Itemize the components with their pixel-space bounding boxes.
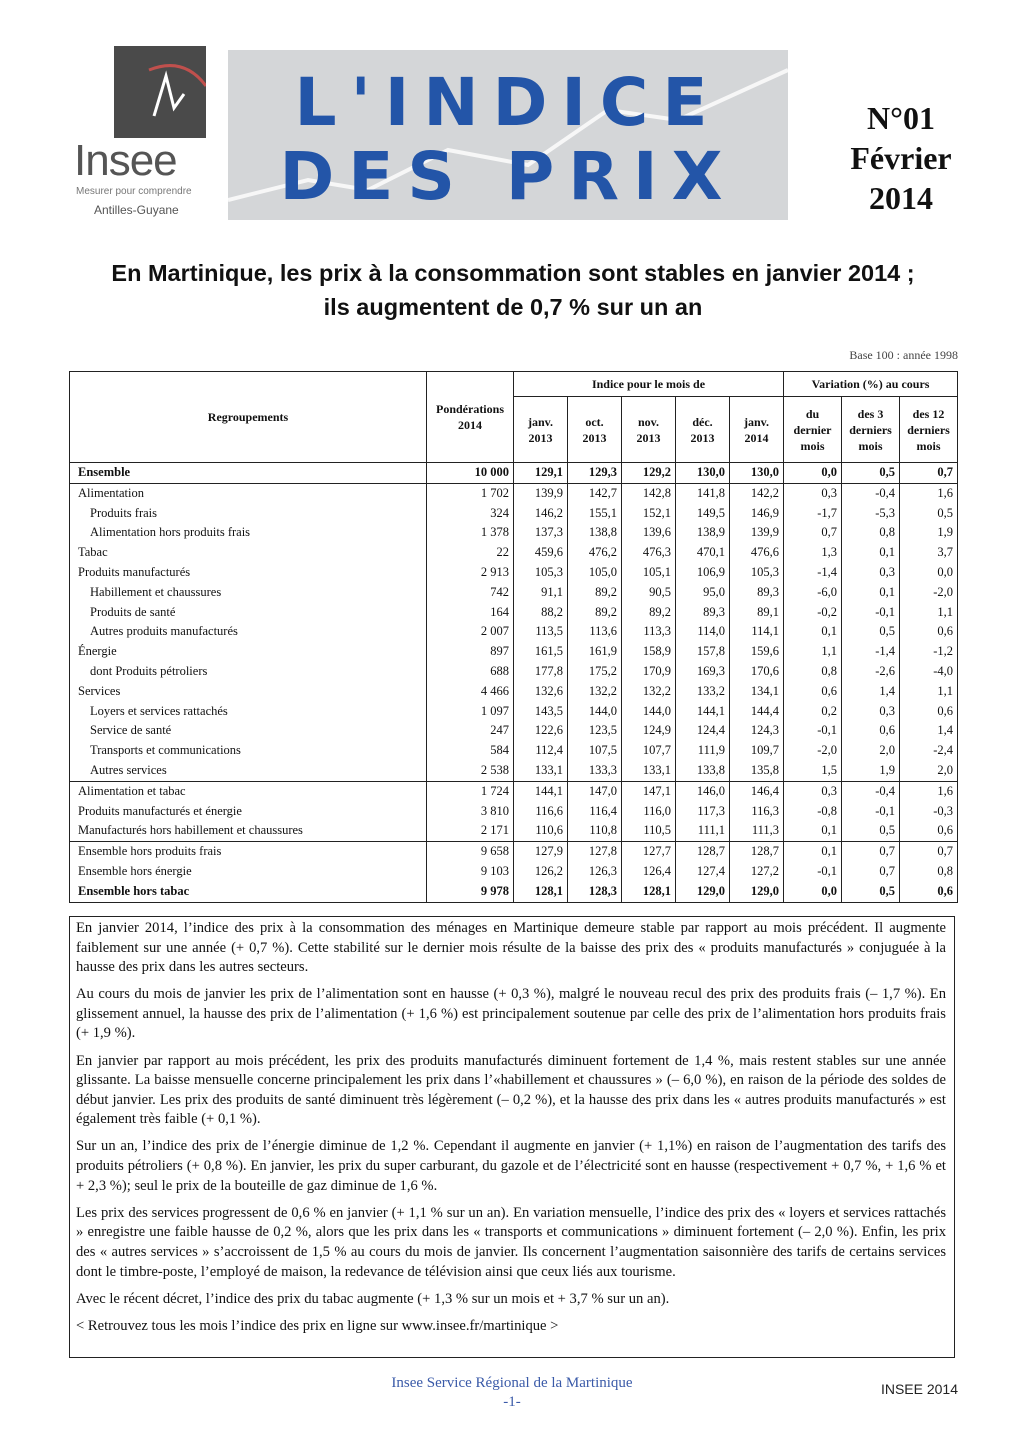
index-value: 116,6	[514, 802, 568, 822]
row-label: dont Produits pétroliers	[70, 662, 427, 682]
index-value: 123,5	[568, 721, 622, 741]
index-value: 129,2	[622, 463, 676, 484]
variation-value: 0,1	[784, 821, 842, 841]
row-weight: 9 103	[427, 862, 514, 882]
variation-value: -0,4	[842, 781, 900, 801]
index-value: 89,2	[568, 583, 622, 603]
index-value: 128,3	[568, 882, 622, 902]
table-row	[70, 563, 958, 583]
variation-value: 0,0	[784, 463, 842, 484]
index-value: 170,9	[622, 662, 676, 682]
index-value: 132,2	[568, 682, 622, 702]
row-label: Autres services	[70, 761, 427, 781]
issue-month: Février	[850, 140, 952, 176]
index-value: 105,1	[622, 563, 676, 583]
variation-value: 2,0	[842, 741, 900, 761]
header-index-group: Indice pour le mois de	[514, 372, 784, 397]
index-value: 146,4	[730, 781, 784, 801]
variation-value: 0,7	[842, 862, 900, 882]
commentary-box	[69, 916, 955, 1358]
row-weight: 2 007	[427, 622, 514, 642]
index-value: 129,1	[514, 463, 568, 484]
variation-value: 0,5	[900, 504, 958, 524]
variation-value: -0,3	[900, 802, 958, 822]
index-value: 110,6	[514, 821, 568, 841]
headline-line1: En Martinique, les prix à la consommation sont stables en janvier 2014 ;	[111, 260, 915, 286]
index-value: 132,6	[514, 682, 568, 702]
variation-value: 1,1	[900, 682, 958, 702]
variation-value: 0,5	[842, 821, 900, 841]
row-weight: 9 978	[427, 882, 514, 902]
logo-emblem	[114, 46, 206, 138]
index-value: 133,2	[676, 682, 730, 702]
index-value: 109,7	[730, 741, 784, 761]
variation-value: 3,7	[900, 543, 958, 563]
banner-title-line1: L'INDICE	[294, 64, 722, 141]
index-value: 112,4	[514, 741, 568, 761]
commentary-paragraph: En janvier par rapport au mois précédent, les prix des produits manufacturés diminuent fortement de 1,4 %, mais restent stables sur une année glissante. La baisse mensuelle concerne principalement les prix dans l’«habillement et chaussures » (– 6,0 %), en raison de la période des soldes de début janvier. Les prix des produits de santé diminuent très légèrement (– 0,2 %), et la hausse des prix dans les « autres produits manufacturés » est également très faible (+ 0,1 %).	[76, 1052, 946, 1128]
index-value: 147,1	[622, 781, 676, 801]
table-row	[70, 781, 958, 801]
index-value: 89,1	[730, 603, 784, 623]
row-weight: 22	[427, 543, 514, 563]
issue-year: 2014	[869, 180, 933, 216]
logo-tagline: Mesurer pour comprendre	[76, 186, 192, 197]
variation-value: 0,3	[842, 563, 900, 583]
variation-value: 0,0	[900, 563, 958, 583]
variation-value: 0,3	[784, 781, 842, 801]
variation-value: 0,3	[784, 483, 842, 503]
row-label: Services	[70, 682, 427, 702]
index-value: 129,3	[568, 463, 622, 484]
index-value: 138,9	[676, 523, 730, 543]
price-index-table	[69, 371, 958, 903]
index-value: 89,3	[730, 583, 784, 603]
variation-value: 1,1	[784, 642, 842, 662]
variation-value: 0,7	[900, 463, 958, 484]
index-value: 89,3	[676, 603, 730, 623]
variation-value: 0,6	[784, 682, 842, 702]
index-value: 144,4	[730, 702, 784, 722]
index-value: 470,1	[676, 543, 730, 563]
headline	[70, 256, 956, 324]
variation-value: -0,2	[784, 603, 842, 623]
variation-value: 1,9	[900, 523, 958, 543]
index-value: 122,6	[514, 721, 568, 741]
row-label: Tabac	[70, 543, 427, 563]
row-label: Produits frais	[70, 504, 427, 524]
index-value: 135,8	[730, 761, 784, 781]
index-value: 139,9	[730, 523, 784, 543]
header-variation-group: Variation (%) au cours	[784, 372, 958, 397]
index-value: 127,4	[676, 862, 730, 882]
table-row	[70, 523, 958, 543]
header-month: oct. 2013	[568, 397, 622, 463]
table-row	[70, 721, 958, 741]
commentary-paragraph: En janvier 2014, l’indice des prix à la consommation des ménages en Martinique demeure stable par rapport au mois précédent. Il augmente faiblement sur une année (+ 0,7 %). Cette stabilité sur le dernier mois résulte de la baisse des prix des « produits manufacturés » conjuguée à la hausse des prix dans les autres secteurs.	[76, 920, 946, 976]
index-value: 116,0	[622, 802, 676, 822]
index-value: 127,7	[622, 842, 676, 862]
table-row	[70, 543, 958, 563]
index-value: 106,9	[676, 563, 730, 583]
variation-value: 0,6	[900, 882, 958, 902]
index-value: 90,5	[622, 583, 676, 603]
header-weights: Pondérations 2014	[427, 372, 514, 463]
index-value: 130,0	[676, 463, 730, 484]
row-label: Ensemble	[70, 463, 427, 484]
index-value: 141,8	[676, 483, 730, 503]
banner-title-line2: DES PRIX	[279, 138, 737, 215]
variation-value: 0,6	[842, 721, 900, 741]
table-row	[70, 821, 958, 841]
index-value: 138,8	[568, 523, 622, 543]
variation-value: 0,5	[842, 622, 900, 642]
commentary-paragraph: Au cours du mois de janvier les prix de l’alimentation sont en hausse (+ 0,3 %), malgré le nouveau recul des prix des produits frais (– 1,7 %). En glissement annuel, la hausse des prix de l’alimentation (+ 1,6 %) est principalement soutenue par celle des prix de l’alimentation hors produits frais (+ 1,9 %).	[76, 986, 946, 1042]
row-label: Alimentation et tabac	[70, 781, 427, 801]
table-row	[70, 622, 958, 642]
logo-arc-icon	[114, 46, 206, 138]
variation-value: 1,3	[784, 543, 842, 563]
index-value: 161,5	[514, 642, 568, 662]
index-value: 111,1	[676, 821, 730, 841]
row-label: Alimentation	[70, 483, 427, 503]
index-value: 105,3	[514, 563, 568, 583]
variation-value: 0,7	[784, 523, 842, 543]
variation-value: 1,1	[900, 603, 958, 623]
index-value: 124,4	[676, 721, 730, 741]
index-value: 114,0	[676, 622, 730, 642]
header-variation-period: des 3 derniers mois	[842, 397, 900, 463]
row-weight: 247	[427, 721, 514, 741]
index-value: 105,3	[730, 563, 784, 583]
variation-value: -0,8	[784, 802, 842, 822]
footer-service-name: Insee Service Régional de la Martinique	[391, 1375, 633, 1391]
variation-value: -2,0	[784, 741, 842, 761]
row-label: Autres produits manufacturés	[70, 622, 427, 642]
index-value: 142,8	[622, 483, 676, 503]
variation-value: 0,7	[842, 842, 900, 862]
row-label: Transports et communications	[70, 741, 427, 761]
index-value: 124,3	[730, 721, 784, 741]
index-value: 139,6	[622, 523, 676, 543]
variation-value: -0,1	[784, 721, 842, 741]
row-weight: 1 702	[427, 483, 514, 503]
index-value: 114,1	[730, 622, 784, 642]
index-value: 130,0	[730, 463, 784, 484]
index-value: 177,8	[514, 662, 568, 682]
variation-value: 0,8	[784, 662, 842, 682]
row-weight: 9 658	[427, 842, 514, 862]
variation-value: 1,4	[842, 682, 900, 702]
row-weight: 3 810	[427, 802, 514, 822]
variation-value: -2,0	[900, 583, 958, 603]
row-label: Service de santé	[70, 721, 427, 741]
variation-value: 0,6	[900, 622, 958, 642]
row-label: Ensemble hors tabac	[70, 882, 427, 902]
row-weight: 742	[427, 583, 514, 603]
table-row	[70, 862, 958, 882]
variation-value: -2,4	[900, 741, 958, 761]
variation-value: -1,7	[784, 504, 842, 524]
index-value: 110,5	[622, 821, 676, 841]
index-value: 159,6	[730, 642, 784, 662]
row-weight: 897	[427, 642, 514, 662]
index-value: 161,9	[568, 642, 622, 662]
variation-value: 0,0	[784, 882, 842, 902]
index-value: 133,3	[568, 761, 622, 781]
index-value: 127,8	[568, 842, 622, 862]
header-month: janv. 2014	[730, 397, 784, 463]
table-row	[70, 802, 958, 822]
index-value: 144,0	[568, 702, 622, 722]
variation-value: -0,4	[842, 483, 900, 503]
variation-value: -0,1	[842, 603, 900, 623]
index-value: 146,0	[676, 781, 730, 801]
index-value: 95,0	[676, 583, 730, 603]
index-value: 175,2	[568, 662, 622, 682]
website-link-note: < Retrouvez tous les mois l’indice des prix en ligne sur www.insee.fr/martinique >	[76, 1317, 559, 1334]
index-value: 146,2	[514, 504, 568, 524]
row-weight: 2 538	[427, 761, 514, 781]
footer-page-number: -1-	[503, 1394, 521, 1410]
variation-value: -5,3	[842, 504, 900, 524]
index-value: 129,0	[730, 882, 784, 902]
table-row	[70, 761, 958, 781]
header-variation-period: du dernier mois	[784, 397, 842, 463]
variation-value: 0,8	[842, 523, 900, 543]
index-value: 133,1	[622, 761, 676, 781]
logo-region: Antilles-Guyane	[94, 203, 179, 217]
index-value: 157,8	[676, 642, 730, 662]
header-month: janv. 2013	[514, 397, 568, 463]
index-value: 459,6	[514, 543, 568, 563]
row-label: Produits manufacturés	[70, 563, 427, 583]
index-value: 152,1	[622, 504, 676, 524]
base-note: Base 100 : année 1998	[849, 348, 958, 362]
variation-value: 0,6	[900, 702, 958, 722]
index-value: 128,1	[514, 882, 568, 902]
row-weight: 1 378	[427, 523, 514, 543]
commentary-paragraph: Sur un an, l’indice des prix de l’énergie diminue de 1,2 %. Cependant il augmente en janvier (+ 1,1%) en raison de l’augmentation des tarifs des produits pétroliers (+ 0,8 %). En janvier, les prix du super carburant, du gazole et de l’électricité sont en hausse (respectivement + 0,7 %, + 1,6 % et + 2,3 %); seul le prix de la bouteille de gaz diminue de 1,6 %.	[76, 1138, 946, 1194]
table-row	[70, 583, 958, 603]
index-value: 111,3	[730, 821, 784, 841]
issue-info	[806, 98, 996, 218]
variation-value: -4,0	[900, 662, 958, 682]
row-weight: 1 097	[427, 702, 514, 722]
header-variation-period: des 12 derniers mois	[900, 397, 958, 463]
index-value: 91,1	[514, 583, 568, 603]
row-weight: 324	[427, 504, 514, 524]
row-weight: 10 000	[427, 463, 514, 484]
table-row	[70, 842, 958, 862]
table-row	[70, 642, 958, 662]
row-weight: 4 466	[427, 682, 514, 702]
table-row	[70, 882, 958, 902]
variation-value: 0,1	[784, 842, 842, 862]
row-label: Habillement et chaussures	[70, 583, 427, 603]
index-value: 127,2	[730, 862, 784, 882]
variation-value: 1,6	[900, 483, 958, 503]
variation-value: -2,6	[842, 662, 900, 682]
variation-value: 0,1	[784, 622, 842, 642]
index-value: 128,1	[622, 882, 676, 902]
index-value: 143,5	[514, 702, 568, 722]
index-value: 107,5	[568, 741, 622, 761]
index-value: 117,3	[676, 802, 730, 822]
headline-line2: ils augmentent de 0,7 % sur un an	[323, 294, 703, 320]
variation-value: 0,2	[784, 702, 842, 722]
index-value: 110,8	[568, 821, 622, 841]
index-value: 155,1	[568, 504, 622, 524]
variation-value: 1,4	[900, 721, 958, 741]
index-value: 111,9	[676, 741, 730, 761]
table-body	[70, 463, 958, 903]
row-label: Produits de santé	[70, 603, 427, 623]
variation-value: 0,5	[842, 882, 900, 902]
variation-value: -0,1	[784, 862, 842, 882]
commentary-paragraph: Avec le récent décret, l’indice des prix du tabac augmente (+ 1,3 % sur un mois et + 3,7 % sur un an).	[76, 1290, 670, 1307]
row-weight: 584	[427, 741, 514, 761]
footer-service	[300, 1374, 724, 1412]
index-value: 142,2	[730, 483, 784, 503]
row-label: Ensemble hors produits frais	[70, 842, 427, 862]
index-value: 126,2	[514, 862, 568, 882]
title-banner	[228, 50, 788, 220]
variation-value: 0,1	[842, 583, 900, 603]
table-row	[70, 702, 958, 722]
index-value: 158,9	[622, 642, 676, 662]
index-value: 113,6	[568, 622, 622, 642]
footer-copyright: INSEE 2014	[880, 1381, 958, 1397]
row-label: Manufacturés hors habillement et chaussures	[70, 821, 427, 841]
index-value: 147,0	[568, 781, 622, 801]
row-weight: 1 724	[427, 781, 514, 801]
table-row	[70, 603, 958, 623]
table-row	[70, 463, 958, 484]
logo-wordmark: Insee	[74, 136, 177, 185]
variation-value: -6,0	[784, 583, 842, 603]
variation-value: -0,1	[842, 802, 900, 822]
variation-value: -1,4	[842, 642, 900, 662]
row-weight: 688	[427, 662, 514, 682]
row-weight: 164	[427, 603, 514, 623]
table-row	[70, 741, 958, 761]
index-value: 129,0	[676, 882, 730, 902]
variation-value: 0,8	[900, 862, 958, 882]
index-value: 476,6	[730, 543, 784, 563]
issue-number: N°01	[867, 100, 935, 136]
row-label: Produits manufacturés et énergie	[70, 802, 427, 822]
variation-value: 0,1	[842, 543, 900, 563]
index-value: 133,8	[676, 761, 730, 781]
variation-value: 0,5	[842, 463, 900, 484]
insee-logo	[74, 46, 214, 221]
index-value: 88,2	[514, 603, 568, 623]
header-month: déc. 2013	[676, 397, 730, 463]
table-row	[70, 682, 958, 702]
index-value: 89,2	[568, 603, 622, 623]
index-value: 126,4	[622, 862, 676, 882]
variation-value: 0,6	[900, 821, 958, 841]
row-weight: 2 913	[427, 563, 514, 583]
row-label: Ensemble hors énergie	[70, 862, 427, 882]
variation-value: 1,6	[900, 781, 958, 801]
index-value: 113,5	[514, 622, 568, 642]
index-value: 134,1	[730, 682, 784, 702]
index-value: 144,1	[514, 781, 568, 801]
variation-value: 0,7	[900, 842, 958, 862]
commentary-paragraph: Les prix des services progressent de 0,6 % en janvier (+ 1,1 % sur un an). En variation mensuelle, l’indice des prix des « loyers et services rattachés » enregistre une faible hausse de 0,2 %, alors que les prix dans les « transports et communications » diminuent fortement (– 2,0 %). Enfin, les prix des « autres services » s’accroissent de 1,5 % au cours du mois de janvier. Ils concernent l’augmentation saisonnière des tarifs de certains services dont le timbre-poste, l’employé de maison, la redevance de télévision ainsi que ceux liés aux tourisme.	[76, 1204, 946, 1280]
index-value: 116,4	[568, 802, 622, 822]
index-value: 476,3	[622, 543, 676, 563]
index-value: 144,1	[676, 702, 730, 722]
variation-value: -1,2	[900, 642, 958, 662]
variation-value: 2,0	[900, 761, 958, 781]
index-value: 128,7	[730, 842, 784, 862]
variation-value: 1,9	[842, 761, 900, 781]
index-value: 139,9	[514, 483, 568, 503]
index-value: 126,3	[568, 862, 622, 882]
row-label: Énergie	[70, 642, 427, 662]
index-value: 128,7	[676, 842, 730, 862]
table-row	[70, 504, 958, 524]
header-groupings: Regroupements	[70, 372, 427, 463]
index-value: 170,6	[730, 662, 784, 682]
index-value: 89,2	[622, 603, 676, 623]
index-value: 476,2	[568, 543, 622, 563]
table-row	[70, 483, 958, 503]
index-value: 137,3	[514, 523, 568, 543]
index-value: 132,2	[622, 682, 676, 702]
row-label: Alimentation hors produits frais	[70, 523, 427, 543]
index-value: 116,3	[730, 802, 784, 822]
index-value: 149,5	[676, 504, 730, 524]
variation-value: 0,3	[842, 702, 900, 722]
index-value: 113,3	[622, 622, 676, 642]
index-value: 142,7	[568, 483, 622, 503]
index-value: 127,9	[514, 842, 568, 862]
index-value: 146,9	[730, 504, 784, 524]
index-value: 124,9	[622, 721, 676, 741]
variation-value: 1,5	[784, 761, 842, 781]
index-value: 169,3	[676, 662, 730, 682]
index-value: 133,1	[514, 761, 568, 781]
row-label: Loyers et services rattachés	[70, 702, 427, 722]
variation-value: -1,4	[784, 563, 842, 583]
index-value: 144,0	[622, 702, 676, 722]
table-row	[70, 662, 958, 682]
header-month: nov. 2013	[622, 397, 676, 463]
index-value: 107,7	[622, 741, 676, 761]
row-weight: 2 171	[427, 821, 514, 841]
index-value: 105,0	[568, 563, 622, 583]
